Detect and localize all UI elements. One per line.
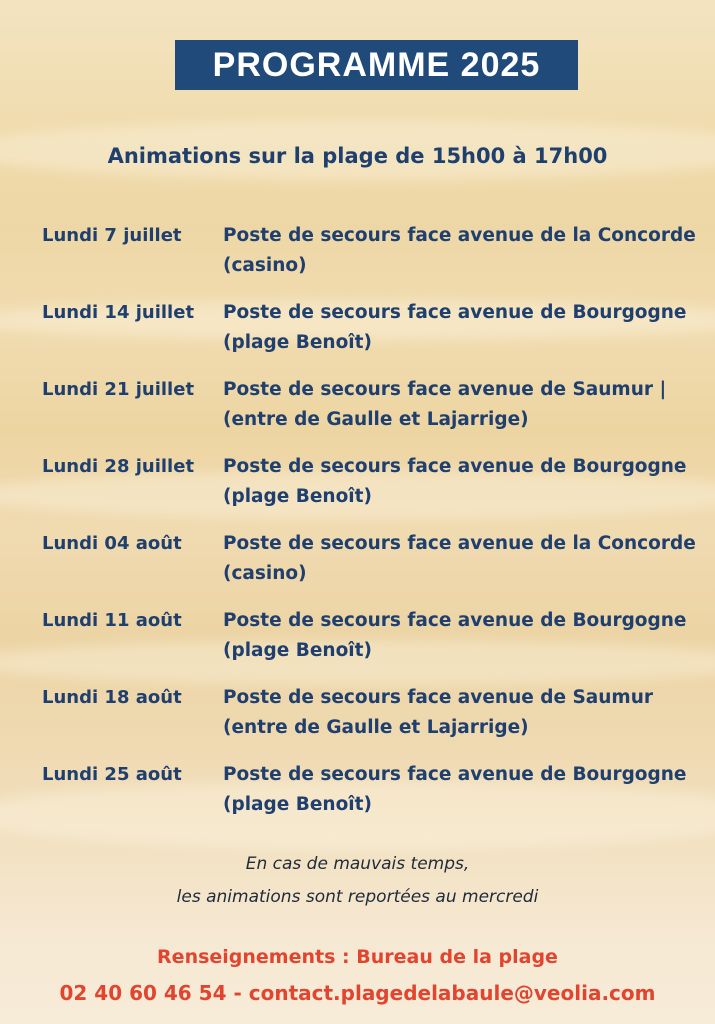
location-line: Poste de secours face avenue de la Concorde [223, 225, 696, 246]
location-line: Poste de secours face avenue de Saumur [223, 687, 654, 708]
schedule-location [223, 221, 702, 298]
schedule-date: Lundi 11 août [42, 610, 182, 631]
weather-note [0, 848, 715, 914]
schedule-row [42, 375, 702, 452]
location-line: Poste de secours face avenue de Bourgogne [223, 764, 687, 785]
schedule-date: Lundi 28 juillet [42, 456, 195, 477]
page-subtitle: Animations sur la plage de 15h00 à 17h00 [107, 144, 608, 168]
location-line: Poste de secours face avenue de Bourgogne [223, 610, 687, 631]
schedule-location [223, 683, 702, 760]
schedule-location [223, 760, 702, 837]
location-detail: (casino) [223, 563, 307, 584]
location-detail: (plage Benoît) [223, 486, 372, 507]
weather-note-line1: En cas de mauvais temps, [245, 854, 470, 874]
location-detail: (casino) [223, 255, 307, 276]
schedule-location [223, 298, 702, 375]
schedule-row [42, 683, 702, 760]
location-line: Poste de secours face avenue de la Concorde [223, 533, 696, 554]
contact-heading: Renseignements : Bureau de la plage [157, 946, 558, 968]
location-line: Poste de secours face avenue de Bourgogne [223, 456, 687, 477]
schedule-location [223, 452, 702, 529]
schedule-row [42, 452, 702, 529]
weather-note-line2: les animations sont reportées au mercredi [176, 887, 539, 907]
schedule-date: Lundi 25 août [42, 764, 182, 785]
schedule-list [42, 221, 702, 837]
schedule-date: Lundi 7 juillet [42, 225, 182, 246]
location-detail: (entre de Gaulle et Lajarrige) [223, 717, 529, 738]
location-line: Poste de secours face avenue de Saumur | [223, 379, 667, 400]
schedule-row [42, 529, 702, 606]
title-banner [175, 40, 578, 90]
schedule-row [42, 760, 702, 837]
schedule-row [42, 298, 702, 375]
schedule-date: Lundi 14 juillet [42, 302, 195, 323]
schedule-location [223, 529, 702, 606]
schedule-row [42, 221, 702, 298]
location-detail: (plage Benoît) [223, 794, 372, 815]
schedule-date: Lundi 18 août [42, 687, 182, 708]
location-detail: (entre de Gaulle et Lajarrige) [223, 409, 529, 430]
contact-info [0, 939, 715, 1011]
contact-phone-email: 02 40 60 46 54 - contact.plagedelabaule@veolia.com [59, 981, 656, 1005]
schedule-location [223, 606, 702, 683]
location-detail: (plage Benoît) [223, 332, 372, 353]
location-detail: (plage Benoît) [223, 640, 372, 661]
schedule-date: Lundi 21 juillet [42, 379, 195, 400]
schedule-date: Lundi 04 août [42, 533, 182, 554]
page-title: PROGRAMME 2025 [212, 45, 541, 84]
schedule-row [42, 606, 702, 683]
location-line: Poste de secours face avenue de Bourgogne [223, 302, 687, 323]
schedule-location [223, 375, 702, 452]
